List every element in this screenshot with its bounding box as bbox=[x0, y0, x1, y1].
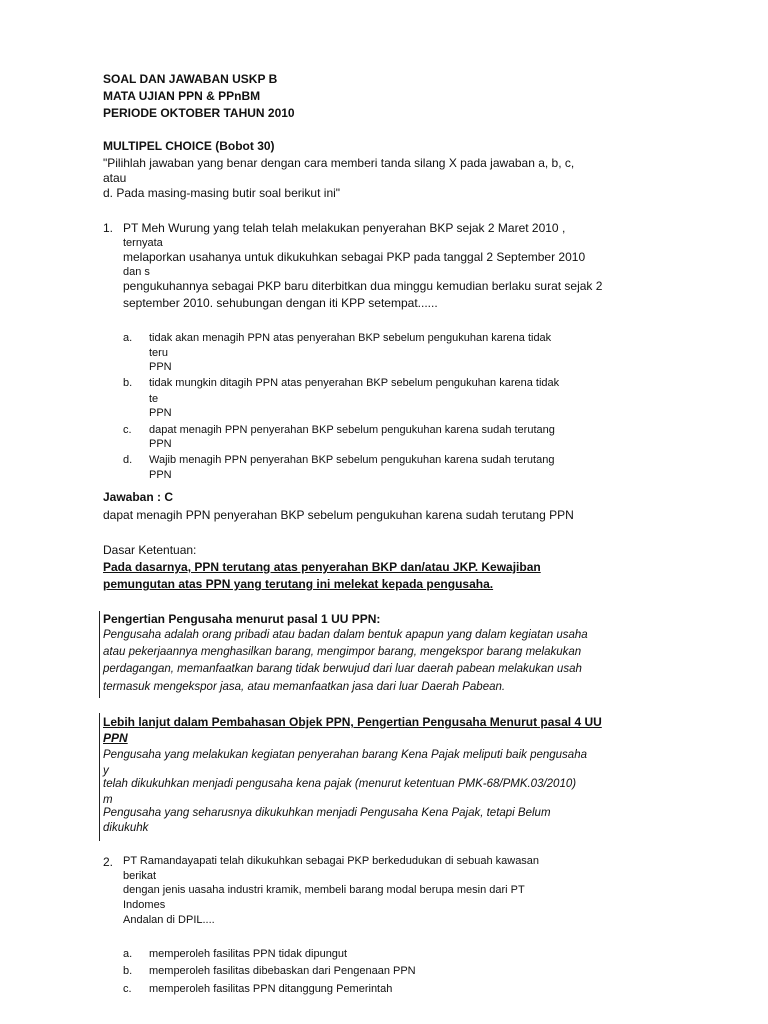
instruction-line: "Pilihlah jawaban yang benar dengan cara memberi tanda silang X pada jawaban a, b, c, bbox=[103, 156, 575, 170]
q1-option-a: PPN bbox=[149, 361, 172, 373]
definition-title: PPN bbox=[103, 731, 128, 745]
definition-line: Pengusaha yang melakukan kegiatan penyerahan barang Kena Pajak meliputi baik pengusaha bbox=[103, 749, 587, 761]
definition-line: m bbox=[103, 794, 113, 806]
q2-option-c: memperoleh fasilitas PPN ditanggung Pemerintah bbox=[149, 983, 393, 995]
definition-line: termasuk mengekspor jasa, atau memanfaatkan jasa dari luar Daerah Pabean. bbox=[103, 681, 506, 693]
definition-line: atau pekerjaannya menghasilkan barang, mengimpor barang, mengekspor barang melakukan bbox=[103, 646, 582, 658]
q2-option-b: memperoleh fasilitas dibebaskan dari Pengenaan PPN bbox=[149, 965, 416, 977]
q1-option-d: Wajib menagih PPN penyerahan BKP sebelum pengukuhan karena sudah terutang bbox=[149, 454, 555, 466]
q1-text-line: dan s bbox=[123, 266, 150, 278]
q1-option-a-letter: a. bbox=[123, 332, 133, 344]
basis-label: Dasar Ketentuan: bbox=[103, 543, 197, 557]
q1-option-b: tidak mungkin ditagih PPN atas penyerahan BKP sebelum pengukuhan karena tidak bbox=[149, 377, 560, 389]
q2-option-c-letter: c. bbox=[123, 983, 132, 995]
q2-option-b-letter: b. bbox=[123, 965, 133, 977]
definition-line: Pengusaha adalah orang pribadi atau badan dalam bentuk apapun yang dalam kegiatan usaha bbox=[103, 629, 588, 641]
left-border-line bbox=[99, 611, 100, 698]
doc-subject: MATA UJIAN PPN & PPnBM bbox=[103, 89, 261, 103]
definition-line: y bbox=[103, 765, 109, 777]
definition-line: telah dikukuhkan menjadi pengusaha kena pajak (menurut ketentuan PMK-68/PMK.03/2010) bbox=[103, 778, 577, 790]
instruction-line: d. Pada masing-masing butir soal berikut ini" bbox=[103, 186, 341, 200]
basis-line: pemungutan atas PPN yang terutang ini melekat kepada pengusaha. bbox=[103, 577, 494, 591]
q1-option-b: PPN bbox=[149, 407, 172, 419]
q2-text-line: PT Ramandayapati telah dikukuhkan sebagai PKP berkedudukan di sebuah kawasan bbox=[123, 855, 540, 867]
q1-text-line: PT Meh Wurung yang telah telah melakukan penyerahan BKP sejak 2 Maret 2010 , bbox=[123, 221, 566, 235]
q2-option-a: memperoleh fasilitas PPN tidak dipungut bbox=[149, 948, 348, 960]
q1-option-c-letter: c. bbox=[123, 424, 132, 436]
doc-title: SOAL DAN JAWABAN USKP B bbox=[103, 72, 278, 86]
instruction-line: atau bbox=[103, 171, 127, 185]
left-border-line bbox=[99, 713, 100, 841]
basis-line: Pada dasarnya, PPN terutang atas penyerahan BKP dan/atau JKP. Kewajiban bbox=[103, 560, 541, 574]
q1-option-d-letter: d. bbox=[123, 454, 133, 466]
q1-text-line: melaporkan usahanya untuk dikukuhkan sebagai PKP pada tanggal 2 September 2010 bbox=[123, 250, 586, 264]
definition-line: dikukuhk bbox=[103, 822, 149, 834]
q1-option-a: tidak akan menagih PPN atas penyerahan BKP sebelum pengukuhan karena tidak bbox=[149, 332, 552, 344]
q1-text-line: september 2010. sehubungan dengan iti KPP setempat...... bbox=[123, 296, 438, 310]
q2-text-line: dengan jenis uasaha industri kramik, membeli barang modal berupa mesin dari PT bbox=[123, 884, 525, 896]
definition-line: perdagangan, memanfaatkan barang tidak berwujud dari luar daerah pabean melakukan usah bbox=[103, 663, 582, 675]
q1-option-c: PPN bbox=[149, 438, 172, 450]
q2-text-line: berikat bbox=[123, 870, 157, 882]
q1-number: 1. bbox=[103, 221, 114, 235]
definition-title: Pengertian Pengusaha menurut pasal 1 UU PPN: bbox=[103, 612, 381, 626]
q2-text-line: Andalan di DPIL.... bbox=[123, 914, 215, 926]
q2-option-a-letter: a. bbox=[123, 948, 133, 960]
definition-title: Lebih lanjut dalam Pembahasan Objek PPN, Pengertian Pengusaha Menurut pasal 4 UU bbox=[103, 715, 602, 729]
q2-text-line: Indomes bbox=[123, 899, 166, 911]
definition-line: Pengusaha yang seharusnya dikukuhkan menjadi Pengusaha Kena Pajak, tetapi Belum bbox=[103, 807, 551, 819]
section-title: MULTIPEL CHOICE (Bobot 30) bbox=[103, 139, 275, 153]
q1-option-c: dapat menagih PPN penyerahan BKP sebelum pengukuhan karena sudah terutang bbox=[149, 424, 555, 436]
answer-text: dapat menagih PPN penyerahan BKP sebelum pengukuhan karena sudah terutang PPN bbox=[103, 508, 574, 522]
q1-text-line: ternyata bbox=[123, 237, 163, 249]
q1-option-a: teru bbox=[149, 347, 168, 359]
q2-number: 2. bbox=[103, 855, 114, 869]
doc-period: PERIODE OKTOBER TAHUN 2010 bbox=[103, 106, 295, 120]
q1-option-b-letter: b. bbox=[123, 377, 133, 389]
q1-text-line: pengukuhannya sebagai PKP baru diterbitkan dua minggu kemudian berlaku surat sejak 2 bbox=[123, 279, 603, 293]
q1-option-d: PPN bbox=[149, 469, 172, 481]
answer-label: Jawaban : C bbox=[103, 490, 174, 504]
q1-option-b: te bbox=[149, 393, 159, 405]
